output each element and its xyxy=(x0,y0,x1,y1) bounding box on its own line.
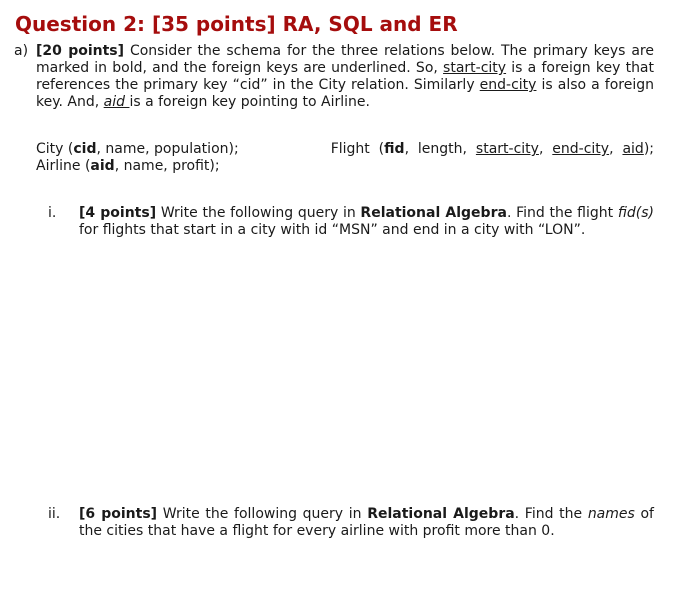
flight-fk-aid: aid xyxy=(622,141,644,157)
part-a-marker: a) xyxy=(14,43,29,59)
part-a-text-2: is a foreign key that references the primary key “cid” in the City relation. Similarly xyxy=(36,60,655,93)
city-name: City xyxy=(36,141,64,157)
fk-end-city: end-city xyxy=(479,77,537,93)
airline-relation: Airline (aid, name, profit); xyxy=(36,158,220,174)
subquestion-ii-text-2: . Find the xyxy=(514,506,588,522)
subquestion-ii-number: ii. xyxy=(48,506,61,522)
fk-start-city: start-city xyxy=(443,60,507,76)
subquestion-i-text-3: for flights that start in a city with id “MSN” and end in a city with “LON”. xyxy=(79,222,586,238)
flight-fk-start: start-city xyxy=(475,141,539,157)
part-a-text-3: is also a foreign key. And, xyxy=(36,77,654,110)
part-a-text-1: Consider the schema for the three relations below. The primary keys are marked in bold, and the foreign keys are underlined. So, xyxy=(36,43,654,76)
part-a-text-4: is a foreign key pointing to Airline. xyxy=(129,94,370,110)
subquestion-ii-italic: names xyxy=(587,506,635,522)
subquestion-i-points: [4 points] xyxy=(79,205,157,221)
schema-row-2 xyxy=(36,158,654,175)
subquestion-ii-points: [6 points] xyxy=(79,506,158,522)
subquestion-i xyxy=(48,205,654,239)
subquestion-ii-text-1: Write the following query in xyxy=(157,506,368,522)
part-a-points: [20 points] xyxy=(36,43,125,59)
schema-block xyxy=(36,141,654,175)
flight-name: Flight xyxy=(330,141,370,157)
question-title: Question 2: [35 points] RA, SQL and ER xyxy=(15,12,458,36)
city-relation: City (cid, name, population); xyxy=(36,141,239,157)
city-pk: cid xyxy=(73,141,97,157)
subquestion-ii-text-3: of the cities that have a flight for every airline with profit more than 0. xyxy=(79,506,654,539)
subquestion-ii-bold: Relational Algebra xyxy=(367,506,515,522)
airline-pk: aid xyxy=(90,158,115,174)
schema-row-1 xyxy=(36,141,654,158)
airline-attrs: , name, profit); xyxy=(114,158,220,174)
flight-fk-end: end-city xyxy=(552,141,610,157)
subquestion-i-text-2: . Find the flight xyxy=(506,205,618,221)
subquestion-ii-text xyxy=(79,506,654,540)
city-attrs: , name, population); xyxy=(96,141,239,157)
flight-pk: fid xyxy=(384,141,405,157)
part-a-body xyxy=(36,43,654,111)
flight-length: length xyxy=(417,141,463,157)
subquestion-i-text-1: Write the following query in xyxy=(156,205,361,221)
subquestion-ii xyxy=(48,506,654,540)
subquestion-i-italic: fid(s) xyxy=(617,205,654,221)
airline-name: Airline xyxy=(36,158,81,174)
subquestion-i-text xyxy=(79,205,654,239)
subquestion-i-bold: Relational Algebra xyxy=(360,205,507,221)
subquestion-i-number: i. xyxy=(48,205,57,221)
part-a xyxy=(14,43,654,111)
flight-relation: Flight (fid, length, start-city, end-city, aid); xyxy=(330,141,654,157)
fk-aid: aid xyxy=(103,94,130,110)
flight-close: ); xyxy=(643,141,654,157)
